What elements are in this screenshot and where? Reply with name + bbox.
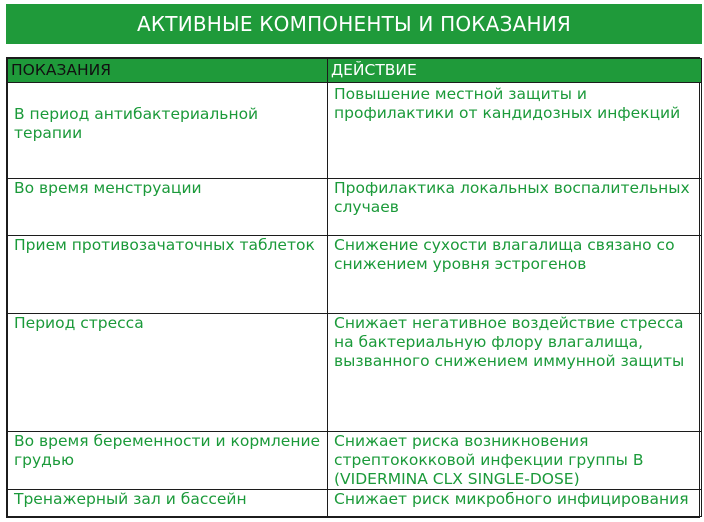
action-cell: Профилактика локальных воспалительных случаев <box>328 179 702 236</box>
table-row <box>8 83 702 179</box>
table-header-row <box>8 59 702 83</box>
indication-cell: Прием противозачаточных таблеток <box>8 236 328 314</box>
action-cell: Снижает риск микробного инфицирования <box>328 490 702 517</box>
table-row <box>8 490 702 517</box>
indications-table <box>6 57 700 518</box>
table-row <box>8 236 702 314</box>
header-action: ДЕЙСТВИЕ <box>328 59 702 83</box>
indication-cell: Период стресса <box>8 314 328 432</box>
table-row <box>8 432 702 490</box>
table <box>7 58 702 517</box>
indication-cell: Тренажерный зал и бассейн <box>8 490 328 517</box>
page-title: АКТИВНЫЕ КОМПОНЕНТЫ И ПОКАЗАНИЯ <box>6 4 702 44</box>
indication-cell: Во время менструации <box>8 179 328 236</box>
header-indications: ПОКАЗАНИЯ <box>8 59 328 83</box>
action-cell: Повышение местной защиты и профилактики от кандидозных инфекций <box>328 83 702 179</box>
action-cell: Снижает негативное воздействие стресса на бактериальную флору влагалища, вызванного снижением иммунной защиты <box>328 314 702 432</box>
table-row <box>8 314 702 432</box>
action-cell: Снижение сухости влагалища связано со снижением уровня эстрогенов <box>328 236 702 314</box>
indication-cell: Во время беременности и кормление грудью <box>8 432 328 490</box>
table-row <box>8 179 702 236</box>
indication-cell: В период антибактериальной терапии <box>8 83 328 179</box>
action-cell: Снижает риска возникновения стрептококковой инфекции группы B (VIDERMINA CLX SINGLE-DOSE) <box>328 432 702 490</box>
